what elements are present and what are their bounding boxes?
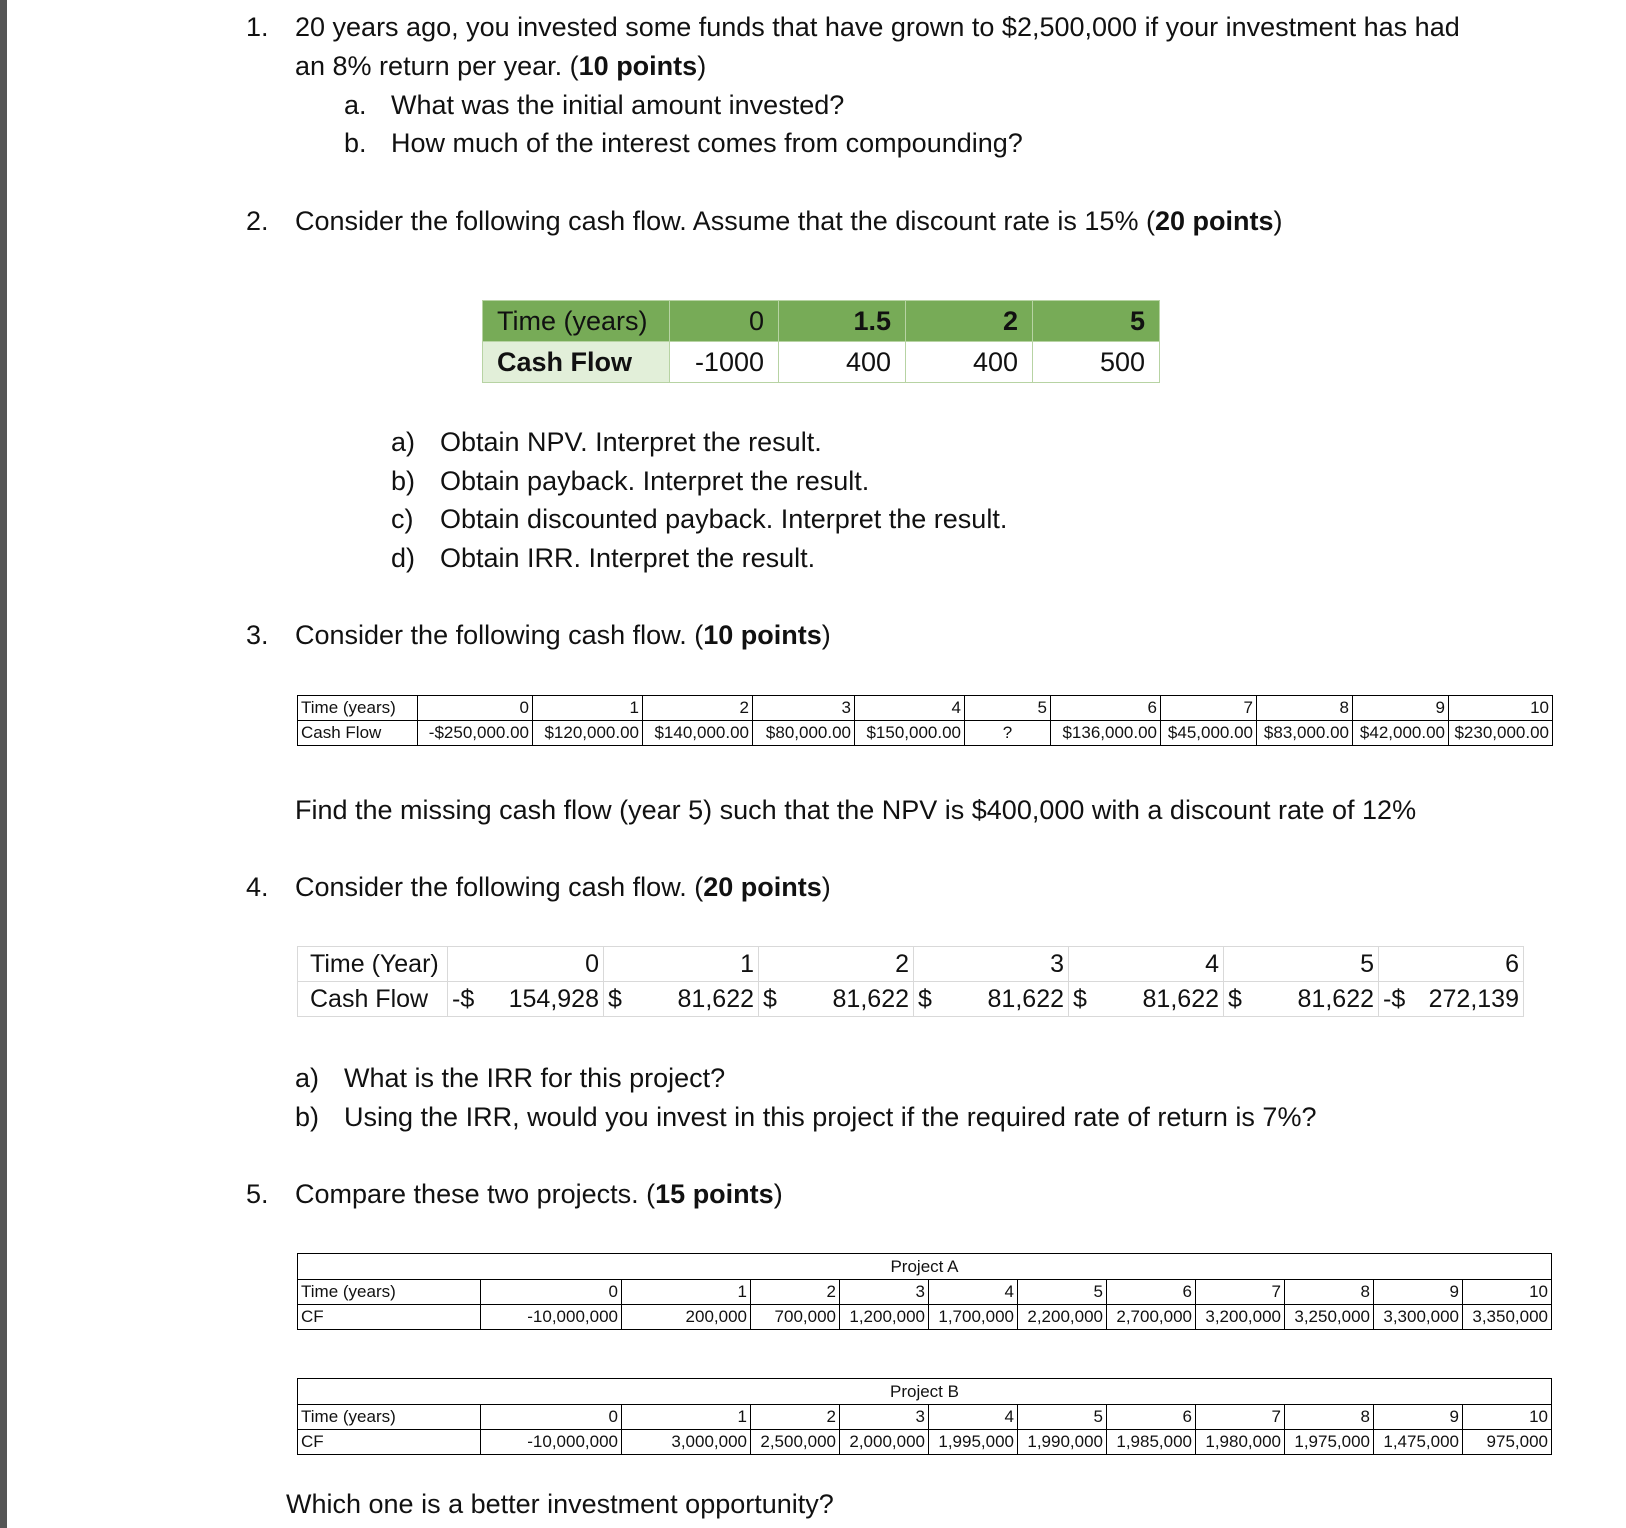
q2-text: Consider the following cash flow. Assume that the discount rate is 15% (20 points) [295,206,1283,236]
project-a-time-cell: 0 [481,1280,622,1305]
q3-cf-cell: $80,000.00 [753,721,855,746]
project-b-time-cell: 5 [1018,1405,1107,1430]
q3-text: Consider the following cash flow. (10 points) [295,620,831,650]
project-b-time-cell: 3 [840,1405,929,1430]
q4-time-row [298,947,1524,982]
q4-points: 20 points [703,872,822,902]
q5-text: Compare these two projects. (15 points) [295,1179,783,1209]
project-b-cf-cell: 2,500,000 [751,1430,840,1455]
q3-cf-row [298,721,1553,746]
project-a-cf-cell: 2,200,000 [1018,1305,1107,1330]
project-a-cf-cell: -10,000,000 [481,1305,622,1330]
q4-time-cell: 3 [914,947,1069,982]
project-b-time-row [298,1405,1552,1430]
q1-b-text: How much of the interest comes from compounding? [391,128,1023,158]
project-a-time-cell: 4 [929,1280,1018,1305]
project-b-cf-cell: 1,475,000 [1374,1430,1463,1455]
q2-cf-cell: 500 [1033,342,1160,383]
q3-cf-cell: $42,000.00 [1353,721,1449,746]
q3-cf-cell: $230,000.00 [1449,721,1553,746]
project-b-time-cell: 6 [1107,1405,1196,1430]
q2-d-label: d) [391,543,416,573]
project-a-title-row [298,1254,1552,1280]
q2-cf-cell: -1000 [670,342,779,383]
q3-time-cell: 4 [855,696,965,721]
q4-cf-cell: -$ 154,928 [448,982,604,1017]
q3-cf-cell: $45,000.00 [1161,721,1257,746]
project-b-time-cell: 8 [1285,1405,1374,1430]
q3-cf-cell: -$250,000.00 [418,721,533,746]
q4-b-text: Using the IRR, would you invest in this project if the required rate of return is 7%? [344,1102,1317,1132]
q4-time-cell: 0 [448,947,604,982]
q2-a-label: a) [391,427,416,457]
q1-line2: an 8% return per year. (10 points) [295,51,707,81]
q2-c-text: Obtain discounted payback. Interpret the result. [440,504,1008,534]
q4-time-cell: 1 [604,947,759,982]
project-a-cf-cell: 3,250,000 [1285,1305,1374,1330]
q4-b-label: b) [295,1102,320,1132]
project-a-time-cell: 1 [622,1280,751,1305]
project-a-cf-cell: 2,700,000 [1107,1305,1196,1330]
project-b-cf-row [298,1430,1552,1455]
project-b-time-cell: 2 [751,1405,840,1430]
q2-time-cell: 1.5 [779,301,906,342]
q4-time-cell: 6 [1379,947,1524,982]
q4-time-cell: 4 [1069,947,1224,982]
q3-time-cell: 10 [1449,696,1553,721]
q4-cf-cell: $ 81,622 [604,982,759,1017]
q2-cf-row [483,342,1160,383]
q4-cashflow-table [297,946,1524,1017]
q3-cf-cell-missing: ? [965,721,1051,746]
q1-number: 1. [246,12,269,42]
q2-time-cell: 2 [906,301,1033,342]
project-b-cf-cell: 1,985,000 [1107,1430,1196,1455]
q2-d-text: Obtain IRR. Interpret the result. [440,543,816,573]
project-a-cf-row [298,1305,1552,1330]
project-a-time-cell: 2 [751,1280,840,1305]
q3-time-cell: 6 [1051,696,1161,721]
q4-cf-cell: $ 81,622 [759,982,914,1017]
project-a-cf-cell: 1,700,000 [929,1305,1018,1330]
project-a-cf-cell: 700,000 [751,1305,840,1330]
project-a-cf-cell: 3,300,000 [1374,1305,1463,1330]
project-b-cf-cell: 975,000 [1463,1430,1552,1455]
q5-question: Which one is a better investment opportunity? [286,1489,834,1519]
q4-time-cell: 5 [1224,947,1379,982]
project-b-time-label: Time (years) [298,1405,481,1430]
q2-time-label: Time (years) [483,301,670,342]
q3-find-text: Find the missing cash flow (year 5) such that the NPV is $400,000 with a discount rate of 12% [295,795,1417,825]
q2-points: 20 points [1154,206,1274,236]
project-b-time-cell: 10 [1463,1405,1552,1430]
q4-cf-cell: $ 81,622 [1069,982,1224,1017]
q4-cf-label: Cash Flow [298,982,448,1017]
q3-time-row [298,696,1553,721]
page-edge [0,0,7,1528]
project-a-time-cell: 7 [1196,1280,1285,1305]
q4-text: Consider the following cash flow. (20 points) [295,872,831,902]
q3-time-cell: 0 [418,696,533,721]
q1-b-label: b. [344,128,367,158]
project-a-time-cell: 6 [1107,1280,1196,1305]
project-b-title: Project B [298,1379,1552,1405]
q2-number: 2. [246,206,269,236]
project-b-title-row [298,1379,1552,1405]
q3-time-cell: 9 [1353,696,1449,721]
project-b-time-cell: 9 [1374,1405,1463,1430]
q2-a-text: Obtain NPV. Interpret the result. [440,427,822,457]
project-a-time-cell: 10 [1463,1280,1552,1305]
q3-time-cell: 1 [533,696,643,721]
q1-a-label: a. [344,90,367,120]
q2-cashflow-table [482,300,1160,383]
q2-cf-label: Cash Flow [483,342,670,383]
q3-time-cell: 7 [1161,696,1257,721]
q5-points: 15 points [655,1179,774,1209]
project-b-cf-cell: 1,995,000 [929,1430,1018,1455]
q2-b-label: b) [391,466,416,496]
project-b-time-cell: 7 [1196,1405,1285,1430]
q4-a-text: What is the IRR for this project? [344,1063,726,1093]
project-b-cf-cell: 1,975,000 [1285,1430,1374,1455]
project-b-time-cell: 0 [481,1405,622,1430]
q2-cf-cell: 400 [906,342,1033,383]
project-b-cf-cell: 1,990,000 [1018,1430,1107,1455]
q2-time-cell: 0 [670,301,779,342]
project-a-cf-cell: 3,350,000 [1463,1305,1552,1330]
q3-cf-label: Cash Flow [298,721,418,746]
q4-cf-cell: $ 81,622 [1224,982,1379,1017]
q3-cf-cell: $120,000.00 [533,721,643,746]
project-b-cf-cell: 2,000,000 [840,1430,929,1455]
q4-number: 4. [246,872,269,902]
q3-time-cell: 5 [965,696,1051,721]
q4-cf-cell: $ 81,622 [914,982,1069,1017]
q4-time-label: Time (Year) [298,947,448,982]
q1-a-text: What was the initial amount invested? [391,90,845,120]
q2-cf-cell: 400 [779,342,906,383]
project-a-cf-cell: 3,200,000 [1196,1305,1285,1330]
project-b-cf-cell: 3,000,000 [622,1430,751,1455]
project-b-cf-label: CF [298,1430,481,1455]
project-a-time-cell: 5 [1018,1280,1107,1305]
q3-time-cell: 2 [643,696,753,721]
project-a-time-label: Time (years) [298,1280,481,1305]
q1-line1: 20 years ago, you invested some funds that have grown to $2,500,000 if your investment has had [295,12,1460,42]
q3-cf-cell: $83,000.00 [1257,721,1353,746]
q3-cf-cell: $140,000.00 [643,721,753,746]
q3-time-cell: 3 [753,696,855,721]
project-b-cf-cell: -10,000,000 [481,1430,622,1455]
q5-number: 5. [246,1179,269,1209]
project-a-time-cell: 3 [840,1280,929,1305]
q3-cf-cell: $150,000.00 [855,721,965,746]
q2-time-cell: 5 [1033,301,1160,342]
project-a-table [297,1253,1552,1330]
q4-cf-cell: -$ 272,139 [1379,982,1524,1017]
project-b-table [297,1378,1552,1455]
project-a-time-cell: 9 [1374,1280,1463,1305]
project-a-time-cell: 8 [1285,1280,1374,1305]
q2-b-text: Obtain payback. Interpret the result. [440,466,870,496]
q4-a-label: a) [295,1063,320,1093]
q2-time-row [483,301,1160,342]
q3-cf-cell: $136,000.00 [1051,721,1161,746]
q3-number: 3. [246,620,269,650]
project-a-cf-cell: 1,200,000 [840,1305,929,1330]
project-b-cf-cell: 1,980,000 [1196,1430,1285,1455]
q4-cf-row [298,982,1524,1017]
q3-time-label: Time (years) [298,696,418,721]
project-a-time-row [298,1280,1552,1305]
q3-cashflow-table [297,695,1553,746]
project-a-title: Project A [298,1254,1552,1280]
project-a-cf-label: CF [298,1305,481,1330]
q3-time-cell: 8 [1257,696,1353,721]
q3-points: 10 points [703,620,822,650]
project-a-cf-cell: 200,000 [622,1305,751,1330]
project-b-time-cell: 4 [929,1405,1018,1430]
q2-c-label: c) [391,504,414,534]
q1-points: 10 points [578,51,698,81]
project-b-time-cell: 1 [622,1405,751,1430]
q4-time-cell: 2 [759,947,914,982]
